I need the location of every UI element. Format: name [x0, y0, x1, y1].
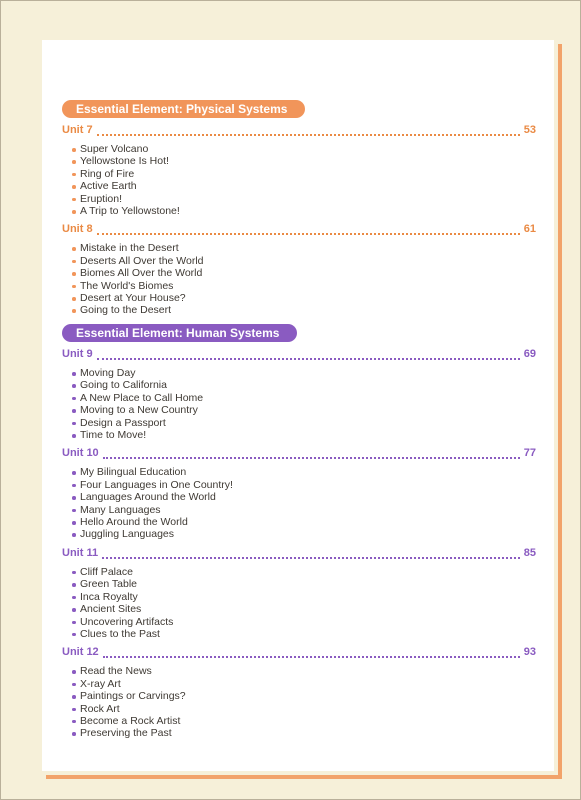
lesson-item: Mistake in the Desert: [72, 242, 536, 254]
lesson-item: Rock Art: [72, 703, 536, 715]
lesson-item: My Bilingual Education: [72, 466, 536, 478]
unit-page-number: 53: [523, 124, 536, 136]
lesson-item: Biomes All Over the World: [72, 267, 536, 279]
unit-9-lesson-list: [62, 367, 536, 441]
unit-page-number: 61: [523, 223, 536, 236]
lesson-item: Juggling Languages: [72, 528, 536, 540]
dot-leader: [97, 357, 520, 360]
unit-11-lesson-list: [62, 566, 536, 640]
lesson-item: Clues to the Past: [72, 628, 536, 640]
unit-label: Unit 10: [62, 447, 99, 460]
dot-leader: [103, 655, 520, 658]
lesson-item: Moving Day: [72, 367, 536, 379]
lesson-item: Time to Move!: [72, 429, 536, 441]
lesson-item: Ancient Sites: [72, 603, 536, 615]
dot-leader: [97, 133, 520, 136]
unit-row-9[interactable]: [62, 348, 536, 365]
lesson-item: Many Languages: [72, 504, 536, 516]
lesson-item: Eruption!: [72, 193, 536, 205]
section-human-systems: [62, 324, 536, 740]
unit-row-8[interactable]: [62, 223, 536, 240]
section-heading-human-systems: Essential Element: Human Systems: [62, 324, 297, 342]
unit-10-lesson-list: [62, 466, 536, 540]
unit-page-number: 77: [523, 447, 536, 460]
lesson-item: Preserving the Past: [72, 727, 536, 739]
unit-12-lesson-list: [62, 665, 536, 739]
lesson-item: Design a Passport: [72, 417, 536, 429]
unit-label: Unit 9: [62, 348, 93, 360]
lesson-item: Green Table: [72, 578, 536, 590]
lesson-item: Going to the Desert: [72, 304, 536, 316]
lesson-item: Going to California: [72, 379, 536, 391]
unit-label: Unit 12: [62, 646, 99, 659]
lesson-item: Inca Royalty: [72, 591, 536, 603]
lesson-item: Desert at Your House?: [72, 292, 536, 304]
lesson-item: Super Volcano: [72, 143, 536, 155]
lesson-item: Moving to a New Country: [72, 404, 536, 416]
lesson-item: Cliff Palace: [72, 566, 536, 578]
unit-row-7[interactable]: [62, 124, 536, 141]
section-physical-systems: [62, 100, 536, 317]
dot-leader: [97, 232, 520, 235]
unit-label: Unit 11: [62, 546, 99, 559]
lesson-item: Uncovering Artifacts: [72, 616, 536, 628]
lesson-item: X-ray Art: [72, 678, 536, 690]
unit-row-10[interactable]: [62, 447, 536, 464]
lesson-item: A Trip to Yellowstone!: [72, 205, 536, 217]
section-heading-physical-systems: Essential Element: Physical Systems: [62, 100, 305, 118]
lesson-item: Yellowstone Is Hot!: [72, 155, 536, 167]
unit-row-11[interactable]: [62, 547, 536, 564]
unit-label: Unit 8: [62, 223, 93, 236]
lesson-item: A New Place to Call Home: [72, 392, 536, 404]
unit-label: Unit 7: [62, 124, 93, 136]
unit-8-lesson-list: [62, 242, 536, 316]
lesson-item: Become a Rock Artist: [72, 715, 536, 727]
dot-leader: [103, 456, 520, 459]
dot-leader: [102, 556, 520, 559]
lesson-item: Four Languages in One Country!: [72, 479, 536, 491]
lesson-item: Languages Around the World: [72, 491, 536, 503]
lesson-item: Paintings or Carvings?: [72, 690, 536, 702]
lesson-item: Deserts All Over the World: [72, 255, 536, 267]
toc-page: [42, 40, 554, 771]
unit-page-number: 85: [523, 546, 536, 559]
unit-page-number: 69: [523, 348, 536, 360]
unit-page-number: 93: [523, 646, 536, 659]
lesson-item: Hello Around the World: [72, 516, 536, 528]
unit-row-12[interactable]: [62, 646, 536, 663]
lesson-item: Active Earth: [72, 180, 536, 192]
lesson-item: The World's Biomes: [72, 280, 536, 292]
lesson-item: Ring of Fire: [72, 168, 536, 180]
unit-7-lesson-list: [62, 143, 536, 217]
lesson-item: Read the News: [72, 665, 536, 677]
